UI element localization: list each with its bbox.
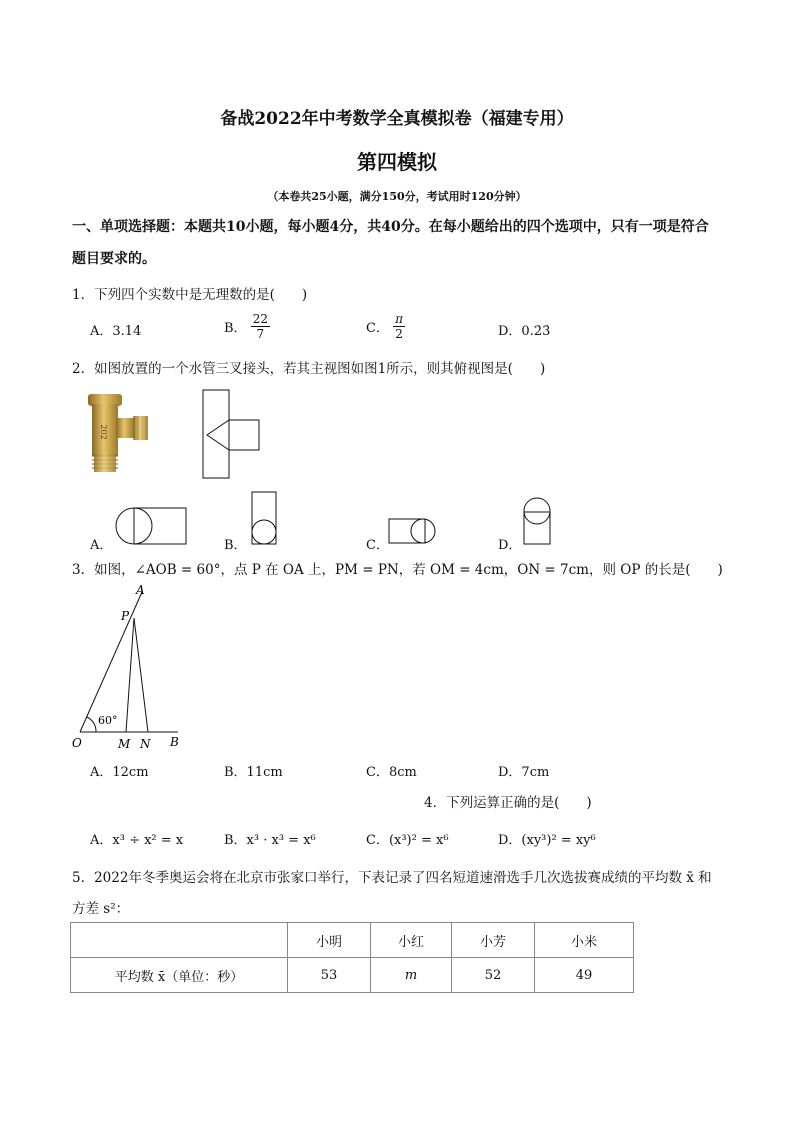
q3-option-c: C．8cm (366, 765, 417, 780)
q3-option-d: D．7cm (498, 765, 550, 780)
section-heading: 一、单项选择题：本题共10小题，每小题4分，共40分。在每小题给出的四个选项中，只有一项是符合 (72, 219, 709, 235)
page-title: 备战2022年中考数学全真模拟卷（福建专用） (220, 109, 574, 129)
q2-option-b: B． (224, 538, 247, 553)
q2-option-d-figure (520, 494, 554, 546)
q1-c-denominator: 2 (395, 327, 403, 341)
q1-option-c (366, 312, 405, 341)
q2-option-d: D． (498, 538, 522, 553)
question-4-stem: 4．下列运算正确的是( ) (424, 795, 592, 811)
q2-option-a-figure (112, 506, 190, 546)
label-A: A (136, 583, 145, 597)
q1-option-d: D．0.2̇3̇ (498, 324, 551, 339)
question-2-stem: 2．如图放置的一个水管三叉接头，若其主视图如图1所示，则其俯视图是( ) (72, 361, 546, 377)
angle-figure (66, 580, 196, 752)
exam-note: （本卷共25小题，满分150分，考试用时120分钟） (267, 190, 527, 203)
question-1-stem: 1．下列四个实数中是无理数的是( ) (72, 287, 308, 303)
table-header-cell: 小芳 (452, 923, 535, 958)
question-5-stem-cont: 方差 s²： (72, 901, 130, 917)
table-cell: 52 (452, 958, 535, 993)
table-cell: 53 (288, 958, 371, 993)
table-header-cell: 小红 (371, 923, 452, 958)
table-cell: 49 (535, 958, 634, 993)
table-header-cell: 小米 (535, 923, 634, 958)
table-row (71, 958, 634, 993)
q2-option-b-figure (250, 490, 280, 546)
q1-option-a: A．3.14 (90, 324, 142, 339)
q1-option-b (224, 312, 270, 341)
q3-option-b: B．11cm (224, 765, 283, 780)
page-subtitle: 第四模拟 (357, 150, 437, 174)
angle-label: 60° (98, 714, 118, 727)
label-P: P (121, 609, 130, 623)
q4-option-a: A．x³ ÷ x² = x (90, 833, 184, 848)
table-cell: m (371, 958, 452, 993)
photo-stamp-text: 202 (99, 424, 108, 440)
front-view-figure (198, 388, 264, 480)
table-header-row (71, 923, 634, 958)
label-B: B (170, 735, 179, 749)
q1-option-c-label: C． (366, 321, 389, 336)
q1-c-numerator: π (395, 312, 403, 326)
table-header-cell: 小明 (288, 923, 371, 958)
label-O: O (72, 736, 82, 750)
q4-option-c: C．(x³)² = x⁶ (366, 833, 449, 848)
q2-option-c-figure (386, 516, 438, 546)
q1-b-denominator: 7 (256, 327, 265, 341)
q1-b-numerator: 22 (252, 312, 268, 326)
section-heading-cont: 题目要求的。 (72, 251, 156, 267)
label-M: M (118, 737, 131, 751)
pipe-tee-photo (78, 392, 160, 474)
q4-option-d: D．(xy³)² = xy⁶ (498, 833, 596, 848)
q1-option-b-label: B． (224, 321, 247, 336)
q4-option-b: B．x³ · x³ = x⁶ (224, 833, 316, 848)
table-cell: 平均数 x̄（单位：秒） (71, 958, 288, 993)
stats-table (70, 922, 634, 993)
fraction-22-7 (251, 312, 270, 341)
fraction-pi-2 (393, 312, 405, 341)
question-5-stem: 5．2022年冬季奥运会将在北京市张家口举行，下表记录了四名短道速滑选手几次选拔赛成绩的平均数 x̄ 和 (72, 870, 712, 886)
table-header-cell (71, 923, 288, 958)
label-N: N (140, 737, 151, 751)
question-3-stem: 3．如图，∠AOB = 60°，点 P 在 OA 上，PM = PN，若 OM = 4cm，ON = 7cm，则 OP 的长是( ) (72, 562, 723, 578)
q3-option-a: A．12cm (90, 765, 149, 780)
q2-option-a: A． (90, 538, 113, 553)
q2-option-c: C． (366, 538, 389, 553)
